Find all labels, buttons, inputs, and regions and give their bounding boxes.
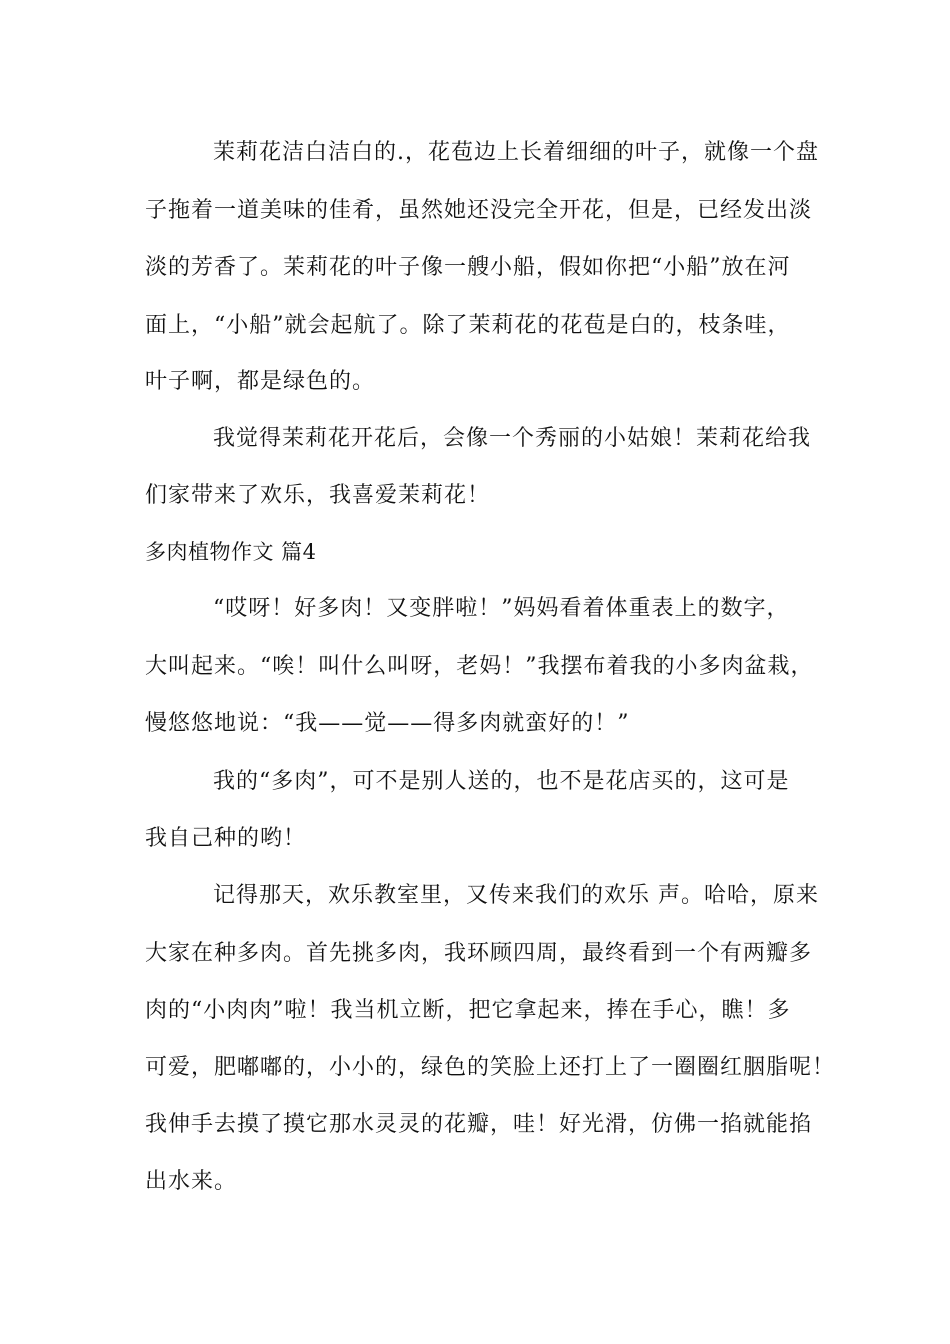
section-title: 多肉植物作文 篇4 xyxy=(145,540,317,564)
paragraph-1-line-5: 叶子啊，都是绿色的。 xyxy=(145,369,376,394)
section-paragraph-3-line-3: 肉的“小肉肉”啦！我当机立断，把它拿起来，捧在手心，瞧！多 xyxy=(145,998,791,1023)
section-paragraph-3-line-1: 记得那天，欢乐教室里，又传来我们的欢乐 声。哈哈，原来 xyxy=(213,883,819,908)
paragraph-1-line-3: 淡的芳香了。茉莉花的叶子像一艘小船，假如你把“小船”放在河 xyxy=(145,255,791,280)
paragraph-1-line-2: 子拖着一道美味的佳肴，虽然她还没完全开花，但是，已经发出淡 xyxy=(145,198,813,223)
section-paragraph-3-line-4: 可爱，肥嘟嘟的，小小的，绿色的笑脸上还打上了一圈圈红胭脂呢！ xyxy=(145,1055,836,1080)
paragraph-1-line-4: 面上，“小船”就会起航了。除了茉莉花的花苞是白的，枝条哇， xyxy=(145,313,791,338)
paragraph-2-line-2: 们家带来了欢乐，我喜爱茉莉花！ xyxy=(145,483,491,508)
section-paragraph-3-line-5: 我伸手去摸了摸它那水灵灵的花瓣，哇！好光滑，仿佛一掐就能掐 xyxy=(145,1112,813,1137)
section-paragraph-3-line-2: 大家在种多肉。首先挑多肉，我环顾四周，最终看到一个有两瓣多 xyxy=(145,941,813,966)
section-paragraph-2-line-1: 我的“多肉”，可不是别人送的，也不是花店买的，这可是 xyxy=(213,769,790,794)
section-paragraph-1-line-1: “哎呀！好多肉！又变胖啦！”妈妈看着体重表上的数字， xyxy=(213,596,790,621)
paragraph-2-line-1: 我觉得茉莉花开花后，会像一个秀丽的小姑娘！茉莉花给我 xyxy=(213,426,812,451)
section-paragraph-1-line-3: 慢悠悠地说：“我——觉——得多肉就蛮好的！” xyxy=(145,711,630,736)
paragraph-1-line-1: 茉莉花洁白洁白的.，花苞边上长着细细的叶子，就像一个盘 xyxy=(213,140,819,165)
section-paragraph-3-line-6: 出水来。 xyxy=(145,1169,238,1194)
section-paragraph-1-line-2: 大叫起来。“唉！叫什么叫呀，老妈！”我摆布着我的小多肉盆栽， xyxy=(145,654,814,679)
section-paragraph-2-line-2: 我自己种的哟！ xyxy=(145,826,307,851)
